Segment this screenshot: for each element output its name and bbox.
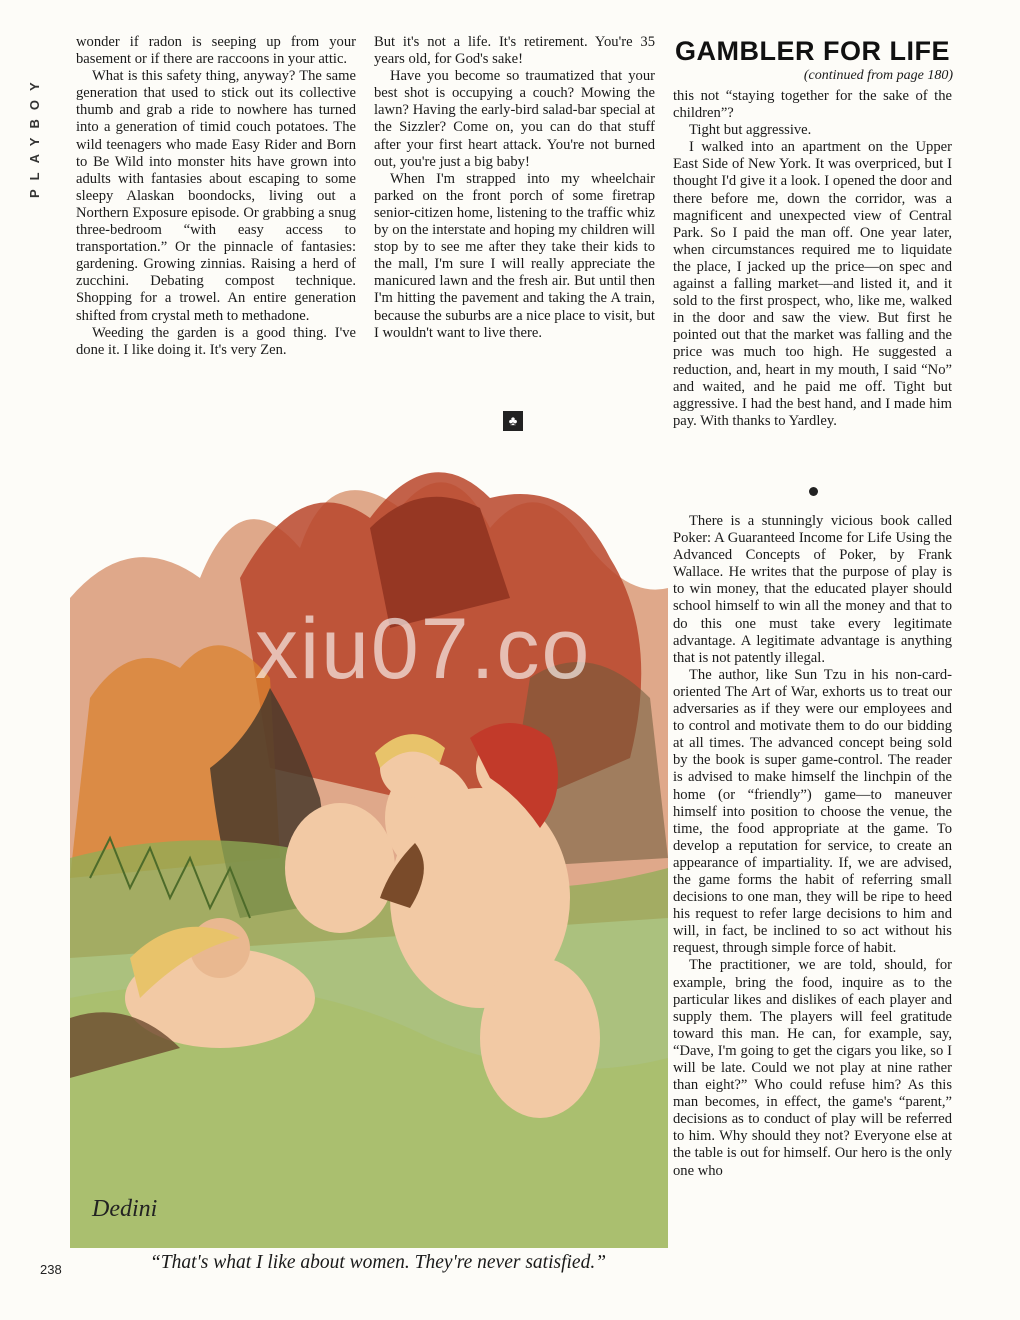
artist-signature: Dedini (92, 1196, 158, 1222)
cartoon-caption: “That's what I like about women. They're never satisfied.” (149, 1252, 607, 1273)
paragraph: The author, like Sun Tzu in his non-card-oriented The Art of War, exhorts us to treat our adversaries as if they were our employees and to control and motivate them to do our bidding at all times. The advanced concept being sold by the book is super game-control. The reader is advised to make himself the linchpin of the home (or “friendly”) game—to maneuver himself into position to choose the venue, the time, the food appropriate at the game. To develop a reputation for service, to create an appearance of impartiality. If, we are advised, the game forms the habit of referring small decisions to one man, they will be ripe to heed his request to refer large decisions to him and will, in fact, be inclined to so act without his request, through simple force of habit. (673, 666, 952, 957)
article-heading: GAMBLER FOR LIFE (675, 36, 950, 66)
paragraph: There is a stunningly vicious book called Poker: A Guaranteed Income for Life Using the Advanced Concepts of Poker, by Frank Wallace. He writes that the purpose of play is to win money, that the educated player should school himself to win all the money and that to do this one must take every legitimate advantage. A legitimate advantage is anything that is not patently illegal. (673, 513, 952, 666)
paragraph: The practitioner, we are told, should, for example, bring the food, inquire as to the particular likes and dislikes of each player and supply them. The players will feel gratitude toward this man. He can, for example, say, “Dave, I'm going to get the cigars you like, so I will be late. Could we not play at nine rather than eight?” Who could refuse him? As this man becomes, in effect, the game's “parent,” decisions as to conduct of play will be referred to him. Why should they not? Everyone else at the table is out for himself. Our hero is the only one who (673, 957, 952, 1179)
page-number: 238 (40, 1262, 62, 1277)
article-column-3-bottom (673, 513, 952, 1180)
article-column-3-top (673, 88, 952, 430)
paragraph: But it's not a life. It's retirement. You're 35 years old, for God's sake! (374, 34, 655, 68)
paragraph: I walked into an apartment on the Upper East Side of New York. It was overpriced, but I thought I'd give it a look. I opened the door and there before me, down the corridor, was a magnificent and unexpected view of Central Park. So I paid the man off. One year later, when circumstances required me to liquidate the place, I jacked up the price—on spec and against a falling market—and listed it, and it sold to the first prospect, who, like me, walked in the door and saw the view. But first he pointed out that the market was falling and the price was much too high. He suggested a reduction, and, heart in my mouth, I said “No” and waited, and he paid me off. Tight but aggressive. I had the best hand, and I made him pay. With thanks to Yardley. (673, 139, 952, 429)
continued-from-note: (continued from page 180) (803, 68, 953, 83)
article-column-1 (76, 34, 356, 359)
cartoon-illustration (70, 438, 668, 1248)
paragraph: Have you become so traumatized that your best shot is occupying a couch? Mowing the lawn? Having the early-bird salad-bar special at the Sizzler? Come on, you can do that stuff after your first heart attack. You're not burned out, you're just a big baby! (374, 68, 655, 170)
paragraph: this not “staying together for the sake of the children”? (673, 88, 952, 122)
paragraph: wonder if radon is seeping up from your basement or if there are raccoons in your attic. (76, 34, 356, 68)
paragraph: What is this safety thing, anyway? The same generation that used to stick out its collective thumb and grab a ride to nowhere has turned into a generation of timid couch potatoes. The wild teenagers who made Easy Rider and Born to Be Wild into monster hits have grown into adults with fantasies about escaping to some sleepy Alaskan boondocks, living out a Northern Exposure episode. Or grabbing a snug three-bedroom “with easy access to transportation.” Or the pinnacle of fantasies: gardening. Growing zinnias. Raising a herd of zucchini. Debating compost technique. Shopping for a trowel. An entire generation shifted from crystal meth to methadone. (76, 68, 356, 324)
end-of-article-mark: ♣ (503, 411, 523, 431)
paragraph: When I'm strapped into my wheelchair parked on the front porch of some firetrap senior-citizen home, listening to the traffic whiz by on the interstate and hoping my children will stop by to see me after they take their kids to the mall, I'm sure I will really appreciate the manicured lawn and the fresh air. But until then I'm hitting the pavement and taking the A train, because the suburbs are a nice place to visit, but I wouldn't want to live there. (374, 170, 655, 341)
paragraph: Weeding the garden is a good thing. I've done it. I like doing it. It's very Zen. (76, 324, 356, 358)
magazine-masthead: PLAYBOY (27, 73, 42, 198)
section-break-bullet (809, 487, 818, 496)
watermark: xiu07.co (255, 601, 592, 697)
article-column-2 (374, 34, 655, 342)
paragraph: Tight but aggressive. (689, 122, 812, 139)
